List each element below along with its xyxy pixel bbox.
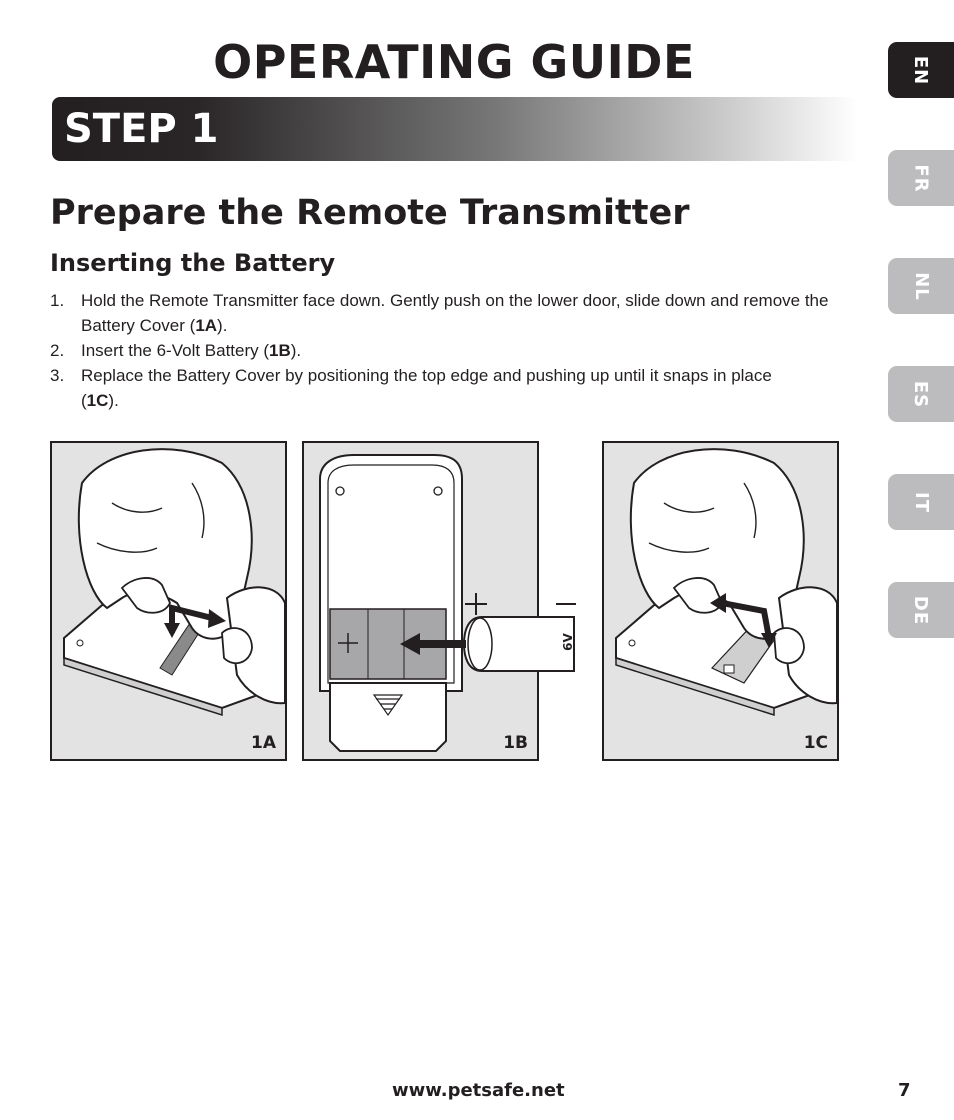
language-tab-en[interactable]	[888, 42, 954, 98]
figure-1b-illustration	[304, 443, 586, 759]
figure-1a	[50, 441, 287, 761]
figure-reference: 1A	[195, 316, 218, 335]
instruction-number: 1.	[50, 291, 65, 310]
figure-label: 1A	[251, 733, 276, 753]
step-label: STEP 1	[64, 106, 219, 152]
section-subheading: Inserting the Battery	[50, 249, 336, 277]
language-tab-it[interactable]	[888, 474, 954, 530]
instruction-item	[50, 288, 860, 338]
instruction-text-part: Insert the 6-Volt Battery (	[81, 341, 270, 360]
figure-1b	[302, 441, 575, 761]
instruction-item	[50, 363, 860, 413]
instruction-number: 3.	[50, 366, 65, 385]
language-tab-label: DE	[910, 595, 932, 625]
instruction-text	[81, 363, 781, 413]
instruction-text-part: Hold the Remote Transmitter face down. Gently push on the lower door, slide down and remove the Battery Cover (	[81, 291, 829, 335]
language-tab-nl[interactable]	[888, 258, 954, 314]
step-banner	[52, 97, 858, 161]
language-tab-fr[interactable]	[888, 150, 954, 206]
language-tab-label: NL	[910, 271, 932, 301]
page-number: 7	[898, 1080, 911, 1101]
section-heading: Prepare the Remote Transmitter	[50, 193, 690, 233]
language-tab-label: IT	[910, 491, 932, 513]
figure-1c	[602, 441, 839, 761]
instruction-text-part: ).	[108, 391, 119, 410]
figure-1a-illustration	[52, 443, 285, 759]
instruction-item	[50, 338, 860, 363]
language-tab-es[interactable]	[888, 366, 954, 422]
instruction-text	[81, 338, 301, 363]
instruction-text-part: Replace the Battery Cover by positioning the top edge and pushing up until it snaps in place (	[81, 366, 772, 410]
footer-url[interactable]: www.petsafe.net	[392, 1080, 565, 1101]
instruction-list	[50, 288, 860, 413]
figure-reference: 1C	[86, 391, 109, 410]
language-tab-de[interactable]	[888, 582, 954, 638]
battery-label: 6V	[560, 633, 575, 651]
language-tab-label: FR	[910, 163, 932, 193]
page-title: OPERATING GUIDE	[213, 35, 695, 89]
language-tab-label: EN	[910, 55, 932, 85]
instruction-text-part: ).	[290, 341, 302, 360]
figure-label: 1C	[803, 733, 828, 753]
figure-label: 1B	[503, 733, 528, 753]
instruction-text-part: ).	[217, 316, 228, 335]
instruction-number: 2.	[50, 341, 65, 360]
language-tab-label: ES	[910, 380, 932, 408]
figure-1c-illustration	[604, 443, 837, 759]
instruction-text	[81, 288, 860, 338]
figure-reference: 1B	[269, 341, 291, 360]
